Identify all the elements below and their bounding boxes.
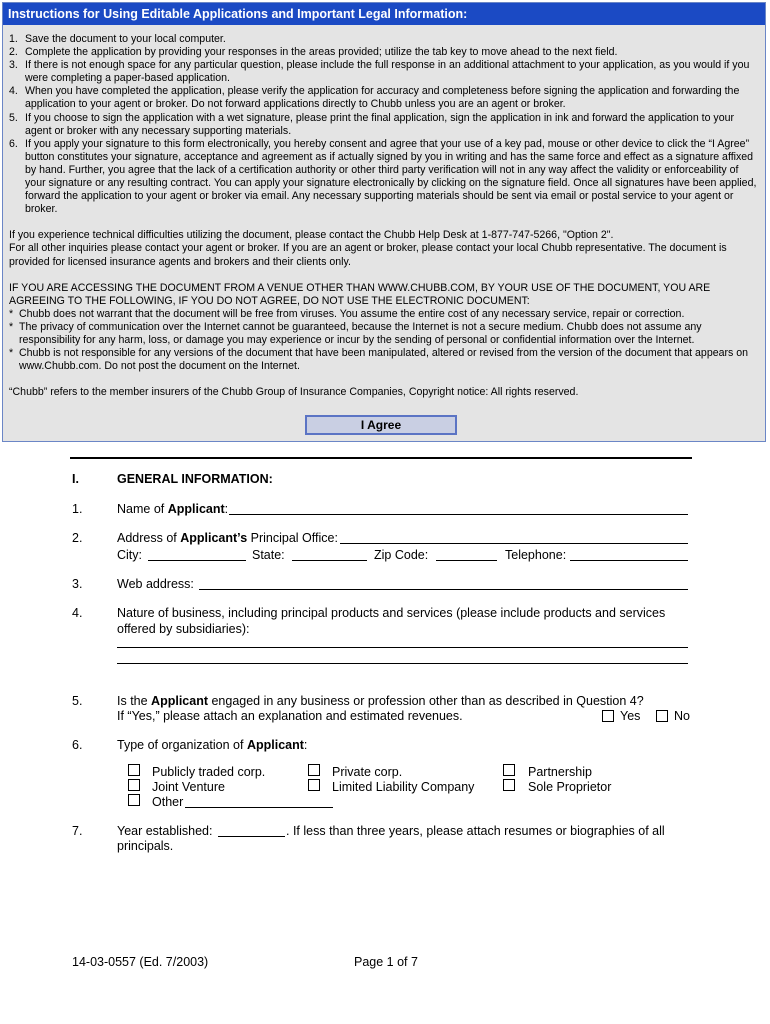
llc-label: Limited Liability Company [332,780,475,794]
question-number: 7. [72,824,83,838]
zip-field[interactable] [436,560,497,561]
zip-label: Zip Code: [374,548,429,562]
copyright-notice: “Chubb” refers to the member insurers of the Chubb Group of Insurance Companies, Copyright notice: All rights reserved. [9,386,579,399]
instruction-item: 5. If you choose to sign the application with a wet signature, please print the final application, sign the application in ink and forward the application to your agent or broker with any necessary supporting materials. [9,111,735,137]
address-label: Address of Applicant’s Principal Office: [117,531,338,545]
section-divider [70,457,692,459]
publicly-traded-checkbox[interactable] [128,764,140,776]
other-field[interactable] [185,807,333,808]
other-checkbox[interactable] [128,794,140,806]
instructions-body [9,33,761,399]
help-desk-text: If you experience technical difficulties utilizing the document, please contact the Chubb Help Desk at 1-877-747-5266, "Option 2". [9,229,614,242]
nature-of-business-field-2[interactable] [117,663,688,664]
year-established-note-2: principals. [117,839,174,853]
other-label: Other [152,795,184,809]
other-inquiries-text: For all other inquiries please contact your agent or broker. If you are an agent or broker, please contact your local Chubb representative. The document is provided for licensed insurance agents and brokers and their clients only. [9,242,727,268]
web-address-field[interactable] [199,589,688,590]
question-number: 5. [72,694,83,708]
nature-of-business-label: Nature of business, including principal products and services (please include products and services [117,606,666,620]
section-title: GENERAL INFORMATION: [117,472,273,486]
joint-venture-checkbox[interactable] [128,779,140,791]
instruction-item: 3. If there is not enough space for any particular question, please include the full response in an additional attachment to your application, as you would if you were completing a paper-based application. [9,59,750,85]
instruction-item: 2. Complete the application by providing your responses in the areas provided; utilize the tab key to move ahead to the next field. [9,46,618,59]
disclaimer-bullet: * Chubb does not warrant that the document will be free from viruses. You assume the entire cost of any necessary service, repair or correction. [9,307,685,320]
no-checkbox[interactable] [656,710,668,722]
telephone-label: Telephone: [505,548,567,562]
year-established-label: Year established: [117,824,213,838]
yes-checkbox[interactable] [602,710,614,722]
web-address-label: Web address: [117,577,194,591]
nature-of-business-field[interactable] [117,647,688,648]
section-number: I. [72,472,79,486]
disclaimer-bullet: * Chubb is not responsible for any versions of the document that have been manipulated, altered or revised from the version of the document that appears on www.Chubb.com. Do not post the document on the Internet. [9,347,749,373]
question-number: 1. [72,502,83,516]
form-id: 14-03-0557 (Ed. 7/2003) [72,955,209,969]
year-established-note: . If less than three years, please attach resumes or biographies of all [286,824,665,838]
city-field[interactable] [148,560,246,561]
state-label: State: [252,548,285,562]
joint-venture-label: Joint Venture [152,780,225,794]
applicant-name-label: Name of Applicant: [117,502,229,516]
city-label: City: [117,548,142,562]
instruction-item: 6. If you apply your signature to this form electronically, you hereby consent and agree that your use of a key pad, mouse or other device to click the “I Agree” button constitutes your signature, acceptance and agreement as if actually signed by you in writing and has the same force and effect as a signature affixed by hand. Further, you agree that the lack of a certification authority or other third party verification will not in any way affect the validity or enforceability of your signature or any resulting contract. You can apply your signature electronically by clicking on the signature field. Once all signatures have been applied, forward the application to your agent or broker via email. Any necessary supporting materials should be sent via email or postal service to your agent or broker. [9,137,757,216]
instructions-panel [2,2,766,442]
llc-checkbox[interactable] [308,779,320,791]
question-number: 6. [72,738,83,752]
no-label: No [674,709,690,723]
instruction-item: 1. Save the document to your local computer. [9,33,226,45]
publicly-traded-label: Publicly traded corp. [152,765,266,779]
sole-proprietor-checkbox[interactable] [503,779,515,791]
question-number: 3. [72,577,83,591]
year-established-field[interactable] [218,836,285,837]
nature-of-business-label-2: offered by subsidiaries): [117,622,250,636]
instruction-item: 4. When you have completed the application, please verify the application for accuracy and completeness before signing the application and forwarding the application to your agent or broker. Do not forward applications directly to Chubb unless you are an agent or broker. [9,85,740,111]
private-corp-label: Private corp. [332,765,403,779]
disclaimer-bullet: * The privacy of communication over the Internet cannot be guaranteed, because the Internet is not a secure medium. Chubb does not assume any responsibility for any harm, loss, or damage you may experience or incur by the sending of personal or confidential information over the Internet. [9,320,702,346]
instructions-title: Instructions for Using Editable Applications and Important Legal Information: [3,3,765,25]
question-number: 2. [72,531,83,545]
private-corp-checkbox[interactable] [308,764,320,776]
sole-proprietor-label: Sole Proprietor [528,780,612,794]
other-business-note: If “Yes,” please attach an explanation and estimated revenues. [117,709,463,723]
state-field[interactable] [292,560,367,561]
partnership-label: Partnership [528,765,592,779]
partnership-checkbox[interactable] [503,764,515,776]
address-field[interactable] [340,543,688,544]
venue-warning: IF YOU ARE ACCESSING THE DOCUMENT FROM A VENUE OTHER THAN WWW.CHUBB.COM, BY YOUR USE OF THE DOCUMENT, YOU ARE AGREEING TO THE FOLLOWING, IF YOU DO NOT AGREE, DO NOT USE THE ELECTRONIC DOCUMENT: [9,281,711,307]
question-number: 4. [72,606,83,620]
applicant-name-field[interactable] [229,514,688,515]
yes-label: Yes [620,709,641,723]
telephone-field[interactable] [570,560,688,561]
page-number: Page 1 of 7 [354,955,418,969]
other-business-question: Is the Applicant engaged in any business or profession other than as described in Question 4? [117,694,644,708]
organization-type-label: Type of organization of Applicant: [117,738,308,752]
i-agree-button[interactable]: I Agree [305,415,457,435]
